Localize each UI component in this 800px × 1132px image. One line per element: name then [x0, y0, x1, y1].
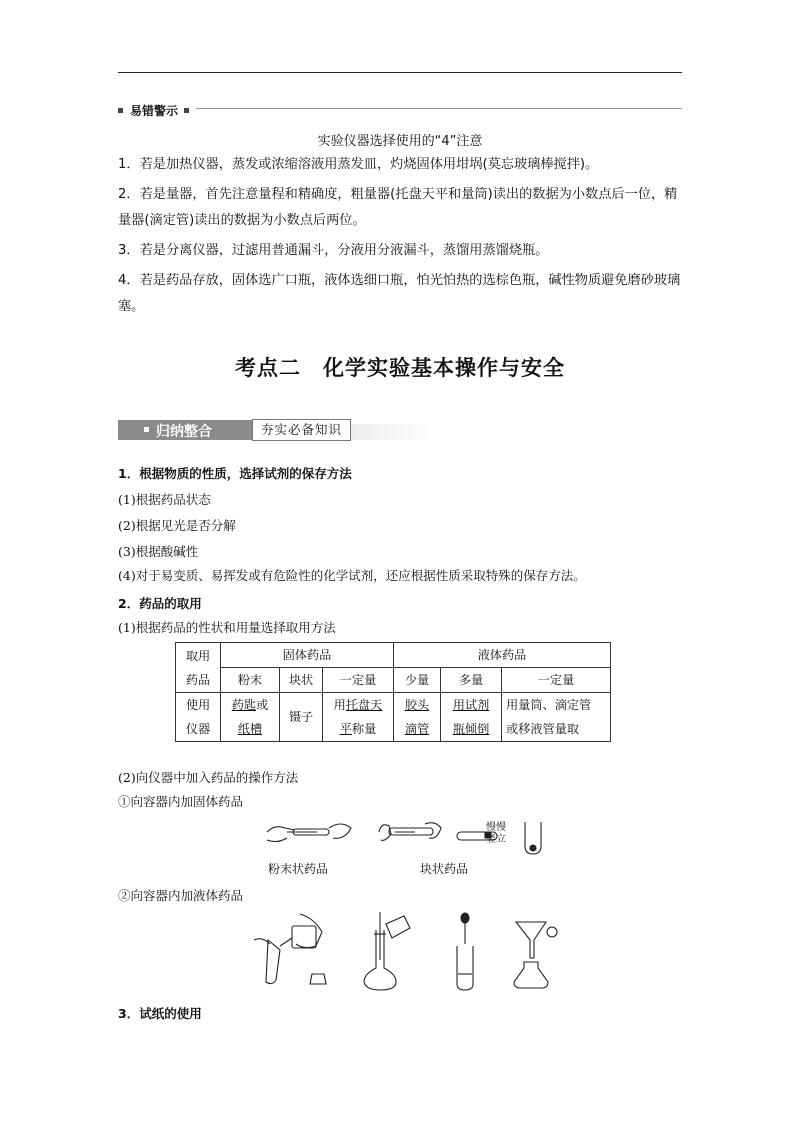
table-cell-text: 用试剂 — [452, 698, 490, 712]
hand-outline — [296, 914, 322, 948]
hand-outline — [329, 824, 351, 838]
funnel-figure — [508, 918, 562, 992]
item-2-2-a: ①向容器内加固体药品 — [118, 794, 244, 809]
heading-1: 1．根据物质的性质，选择试剂的保存方法 — [118, 466, 352, 481]
lump-addition-figure — [375, 818, 445, 854]
warning-label: 易错警示 — [130, 104, 179, 118]
warning-title: 实验仪器选择使用的“4”注意 — [317, 134, 483, 149]
banner-label: 归纳整合 — [156, 424, 212, 440]
table-cell-text: 称量 — [351, 722, 377, 736]
table-cell — [176, 693, 221, 742]
table-cell — [441, 693, 502, 742]
dropper-bulb — [461, 913, 469, 923]
table-header-cell: 一定量 — [502, 668, 611, 693]
item-1-4: (4)对于易变质、易挥发或有危险性的化学试剂，还应根据性质采取特殊的保存方法。 — [118, 568, 586, 583]
powder-addition-figure — [265, 814, 355, 854]
hand-outline — [267, 827, 295, 832]
square-bullet-icon — [184, 108, 189, 113]
caption-powder: 粉末状药品 — [268, 862, 329, 876]
table-cell-text: 胶头 — [404, 698, 430, 712]
item-1-3: (3)根据酸碱性 — [118, 544, 199, 559]
table-cell-text: 纸槽 — [237, 722, 263, 736]
dropper-figure — [452, 912, 478, 992]
item-2-1: (1)根据药品的性状和用量选择取用方法 — [118, 620, 336, 635]
section-banner — [118, 420, 436, 440]
solid-lump — [530, 845, 536, 851]
warning-item-4: 4．若是药品存放，固体选广口瓶，液体选细口瓶，怕光怕热的选棕色瓶，碱性物质避免磨砂玻璃塞。 — [118, 273, 681, 314]
test-tube — [457, 946, 473, 990]
table-header-cell: 固体药品 — [221, 643, 394, 668]
hand-outline — [267, 838, 287, 842]
table-cell-text: 托盘天 — [345, 698, 383, 712]
item-2-2: (2)向仪器中加入药品的操作方法 — [118, 770, 299, 785]
table-cell-text: 或 — [256, 698, 269, 712]
reagent-bottle — [292, 926, 316, 948]
stopper — [547, 927, 557, 937]
top-rule — [118, 72, 682, 73]
table-cell-text: 瓶倾倒 — [452, 722, 490, 736]
warning-item-3: 3．若是分离仪器，过滤用普通漏斗，分液用分液漏斗，蒸馏用蒸馏烧瓶。 — [118, 243, 549, 258]
warning-item-1: 1．若是加热仪器，蒸发或浓缩溶液用蒸发皿，灼烧固体用坩埚(莫忘玻璃棒搅拌)。 — [118, 157, 599, 172]
item-1-2: (2)根据见光是否分解 — [118, 518, 236, 533]
warning-header — [118, 102, 189, 119]
table-cell-text: 使用 — [185, 698, 211, 712]
table-header-cell: 多量 — [441, 668, 502, 693]
volumetric-flask-figure — [362, 910, 412, 994]
funnel — [516, 922, 546, 958]
item-2-2-b: ②向容器内加液体药品 — [118, 888, 244, 903]
table-cell-text: 平 — [339, 722, 352, 736]
warning-divider — [196, 108, 682, 109]
reagent-table — [175, 642, 611, 742]
square-bullet-icon — [144, 427, 149, 432]
table-header-cell: 少量 — [394, 668, 441, 693]
heading-2: 2．药品的取用 — [118, 596, 202, 611]
table-cell: 镊子 — [280, 693, 323, 742]
table-cell-text: 用量筒、滴定管 — [506, 698, 592, 712]
table-header-cell: 粉末 — [221, 668, 280, 693]
table-cell-text: 药品 — [185, 672, 211, 687]
table-cell — [394, 693, 441, 742]
table-cell-text: 用 — [333, 698, 346, 712]
square-bullet-icon — [118, 108, 123, 113]
table-header-cell — [176, 643, 221, 693]
pouring-figure — [252, 910, 337, 990]
table-header-cell: 一定量 — [323, 668, 394, 693]
item-1-1: (1)根据药品状态 — [118, 492, 211, 507]
table-header-cell: 液体药品 — [394, 643, 611, 668]
table-cell-text: 药匙 — [231, 698, 257, 712]
test-tube — [266, 940, 280, 984]
caption-lump: 块状药品 — [420, 862, 469, 876]
figure-label: 慢慢 竖立 — [486, 822, 506, 845]
warning-item-2: 2．若是量器，首先注意量程和精确度，粗量器(托盘天平和量筒)读出的数据为小数点后一位，精量器(滴定管)读出的数据为小数点后两位。 — [118, 187, 678, 228]
table-cell-text: 或移液管量取 — [506, 722, 580, 736]
pour-stream — [280, 938, 292, 946]
table-cell-text: 取用 — [185, 648, 211, 663]
table-cell-text: 滴管 — [404, 722, 430, 736]
table-cell — [502, 693, 611, 742]
beaker — [386, 916, 410, 938]
table-cell — [221, 693, 280, 742]
table-cell — [323, 693, 394, 742]
table-cell-text: 仪器 — [185, 722, 211, 736]
bottle-stopper — [310, 974, 326, 984]
heading-3: 3．试纸的使用 — [118, 1006, 202, 1021]
table-header-cell: 块状 — [280, 668, 323, 693]
flask — [514, 962, 548, 988]
banner-box: 夯实必备知识 — [252, 419, 351, 441]
section-title: 考点二 化学实验基本操作与安全 — [235, 356, 565, 380]
